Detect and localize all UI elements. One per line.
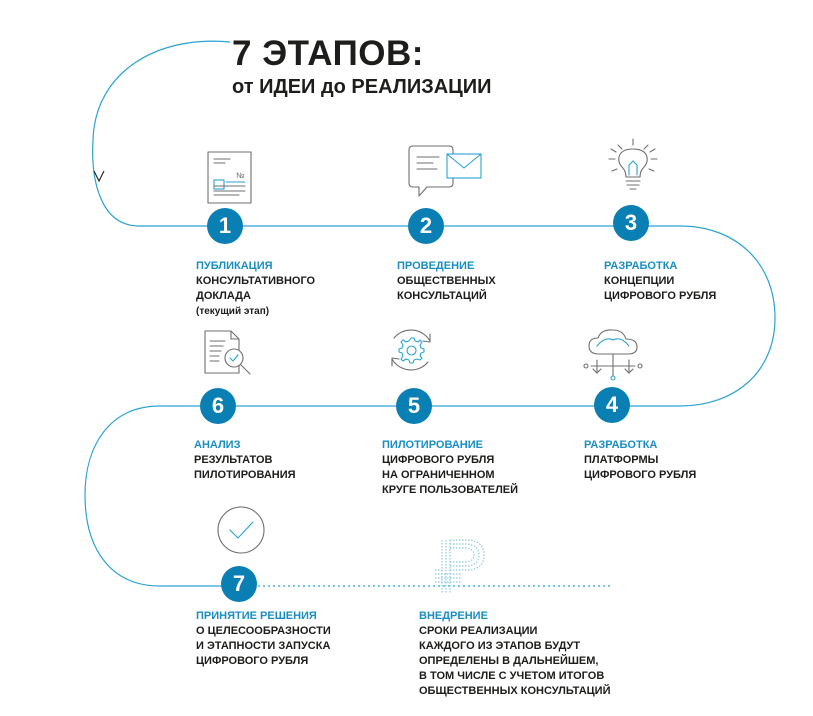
implementation-description: СРОКИ РЕАЛИЗАЦИИ КАЖДОГО ИЗ ЭТАПОВ БУДУТ ОПРЕДЕЛЕНЫ В ДАЛЬНЕЙШЕМ, В ТОМ ЧИСЛЕ С УЧЕТОМ ИТОГОВ ОБЩЕСТВЕННЫХ КОНСУЛЬТАЦИЙ — [419, 625, 611, 697]
stage-7-text — [196, 609, 331, 669]
stage-5-description: ЦИФРОВОГО РУБЛЯ НА ОГРАНИЧЕННОМ КРУГЕ ПОЛЬЗОВАТЕЛЕЙ — [382, 454, 519, 496]
stage-2-title: ПРОВЕДЕНИЕ — [397, 260, 475, 272]
stage-6-description: РЕЗУЛЬТАТОВ ПИЛОТИРОВАНИЯ — [194, 454, 296, 481]
stage-5-title: ПИЛОТИРОВАНИЕ — [382, 439, 483, 451]
document-icon — [207, 151, 253, 205]
page-subtitle: от ИДЕИ до РЕАЛИЗАЦИИ — [232, 76, 492, 98]
stage-2-description: ОБЩЕСТВЕННЫХ КОНСУЛЬТАЦИЙ — [397, 275, 496, 302]
stage-4-description: ПЛАТФОРМЫ ЦИФРОВОГО РУБЛЯ — [584, 454, 697, 481]
stage-4-title: РАЗРАБОТКА — [584, 439, 658, 451]
page-title: 7 ЭТАПОВ: — [232, 34, 424, 73]
document-magnifier-icon — [203, 329, 255, 381]
light-bulb-icon — [606, 137, 660, 197]
stage-4-text — [584, 438, 696, 483]
stage-1-text — [196, 259, 315, 319]
chat-envelope-icon — [409, 143, 484, 198]
stage-number-5: 5 — [396, 388, 432, 424]
stage-1-title: ПУБЛИКАЦИЯ — [196, 260, 273, 272]
stage-7-title: ПРИНЯТИЕ РЕШЕНИЯ — [196, 610, 317, 622]
stage-6-text — [194, 438, 296, 483]
stage-7-description: О ЦЕЛЕСООБРАЗНОСТИ И ЭТАПНОСТИ ЗАПУСКА ЦИФРОВОГО РУБЛЯ — [196, 625, 331, 667]
ruble-sign-icon — [432, 536, 490, 598]
stage-3-description: КОНЦЕПЦИИ ЦИФРОВОГО РУБЛЯ — [604, 275, 717, 302]
implementation-text — [419, 609, 611, 699]
stage-number-7: 7 — [221, 566, 257, 602]
stage-number-6: 6 — [200, 388, 236, 424]
checkmark-circle-icon — [216, 505, 266, 555]
implementation-title: ВНЕДРЕНИЕ — [419, 610, 488, 622]
stage-number-3: 3 — [613, 205, 649, 241]
gear-cycle-icon — [386, 325, 436, 375]
timeline-curve — [85, 41, 775, 586]
stage-number-4: 4 — [594, 387, 630, 423]
document-number-sign: № — [236, 171, 245, 180]
stage-6-title: АНАЛИЗ — [194, 439, 241, 451]
stage-1-description: КОНСУЛЬТАТИВНОГО ДОКЛАДА — [196, 275, 316, 302]
stage-5-text — [382, 438, 518, 498]
cloud-network-icon — [583, 326, 643, 382]
stage-number-1: 1 — [207, 208, 243, 244]
stage-3-title: РАЗРАБОТКА — [604, 260, 678, 272]
stage-1-note: (текущий этап) — [196, 306, 270, 317]
stage-2-text — [397, 259, 496, 304]
stage-number-2: 2 — [408, 208, 444, 244]
stage-3-text — [604, 259, 716, 304]
